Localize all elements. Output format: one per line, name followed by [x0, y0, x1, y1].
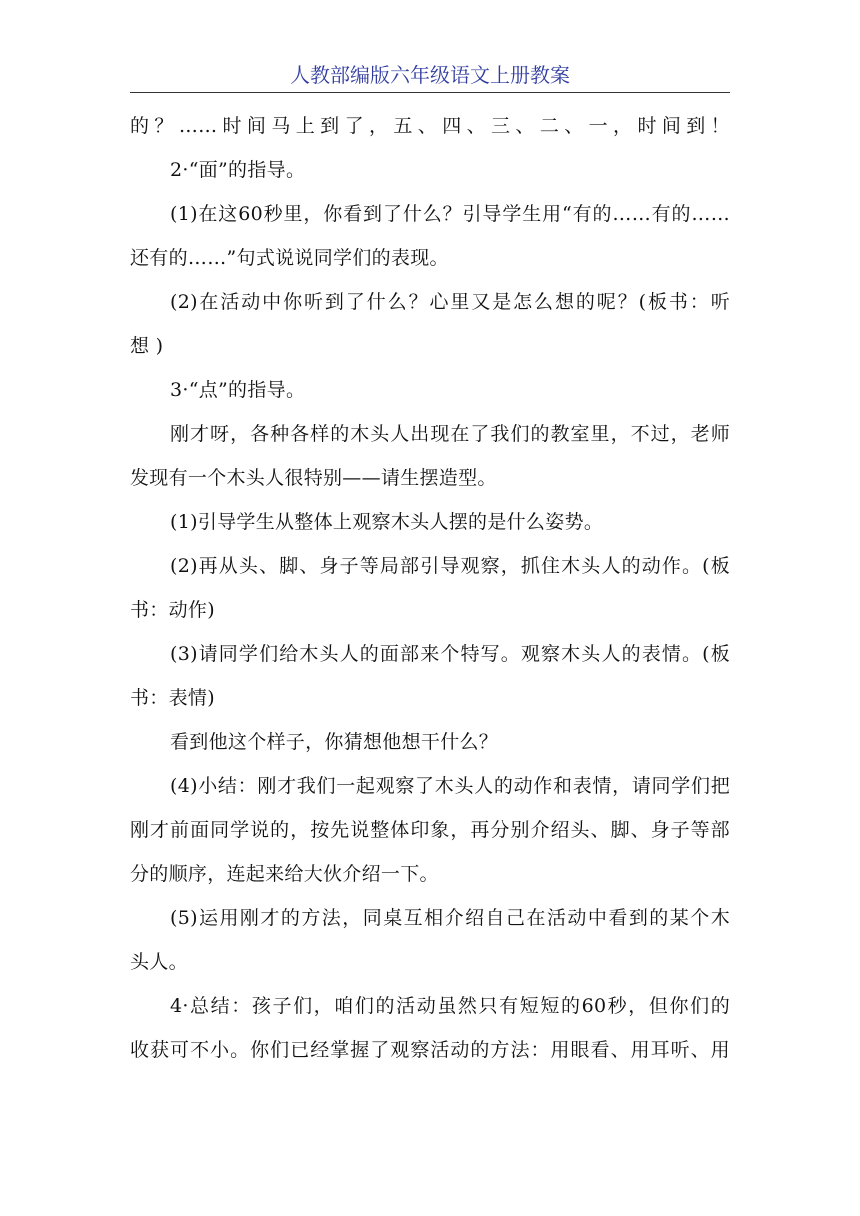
- text-line: 头人。: [130, 951, 188, 973]
- text-line: 4·总结：孩子们，咱们的活动虽然只有短短的60秒，但你们的: [170, 995, 730, 1017]
- text-line: 还有的……”句式说说同学们的表现。: [130, 247, 449, 269]
- text-line: (2)在活动中你听到了什么？心里又是怎么想的呢？(板书：听: [170, 291, 730, 313]
- text-line: 看到他这个样子，你猜想他想干什么？: [170, 731, 499, 753]
- text-line: 收获可不小。你们已经掌握了观察活动的方法：用眼看、用耳听、用: [130, 1039, 730, 1061]
- text-line: 想 ): [130, 335, 164, 357]
- text-line: 书：动作): [130, 599, 215, 621]
- text-line: 发现有一个木头人很特别——请生摆造型。: [130, 467, 497, 489]
- document-title: 人教部编版六年级语文上册教案: [290, 63, 570, 87]
- page-header: [130, 58, 730, 93]
- text-line: 刚才呀，各种各样的木头人出现在了我们的教室里，不过，老师: [170, 423, 730, 445]
- text-line: 3·“点”的指导。: [170, 379, 306, 401]
- text-line: 2·“面”的指导。: [170, 159, 306, 181]
- text-line: 刚才前面同学说的，按先说整体印象，再分别介绍头、脚、身子等部: [130, 819, 730, 841]
- text-line: (4)小结：刚才我们一起观察了木头人的动作和表情，请同学们把: [170, 775, 730, 797]
- text-line: 的？……时间马上到了，五、四、三、二、一，时间到！: [130, 115, 730, 137]
- text-line: (2)再从头、脚、身子等局部引导观察，抓住木头人的动作。(板: [170, 555, 730, 577]
- text-line: (5)运用刚才的方法，同桌互相介绍自己在活动中看到的某个木: [170, 907, 730, 929]
- text-line: 分的顺序，连起来给大伙介绍一下。: [130, 863, 439, 885]
- text-line: (3)请同学们给木头人的面部来个特写。观察木头人的表情。(板: [170, 643, 730, 665]
- text-line: (1)在这60秒里，你看到了什么？引导学生用“有的……有的……: [170, 203, 730, 225]
- text-line: (1)引导学生从整体上观察木头人摆的是什么姿势。: [170, 511, 604, 533]
- text-line: 书：表情): [130, 687, 215, 709]
